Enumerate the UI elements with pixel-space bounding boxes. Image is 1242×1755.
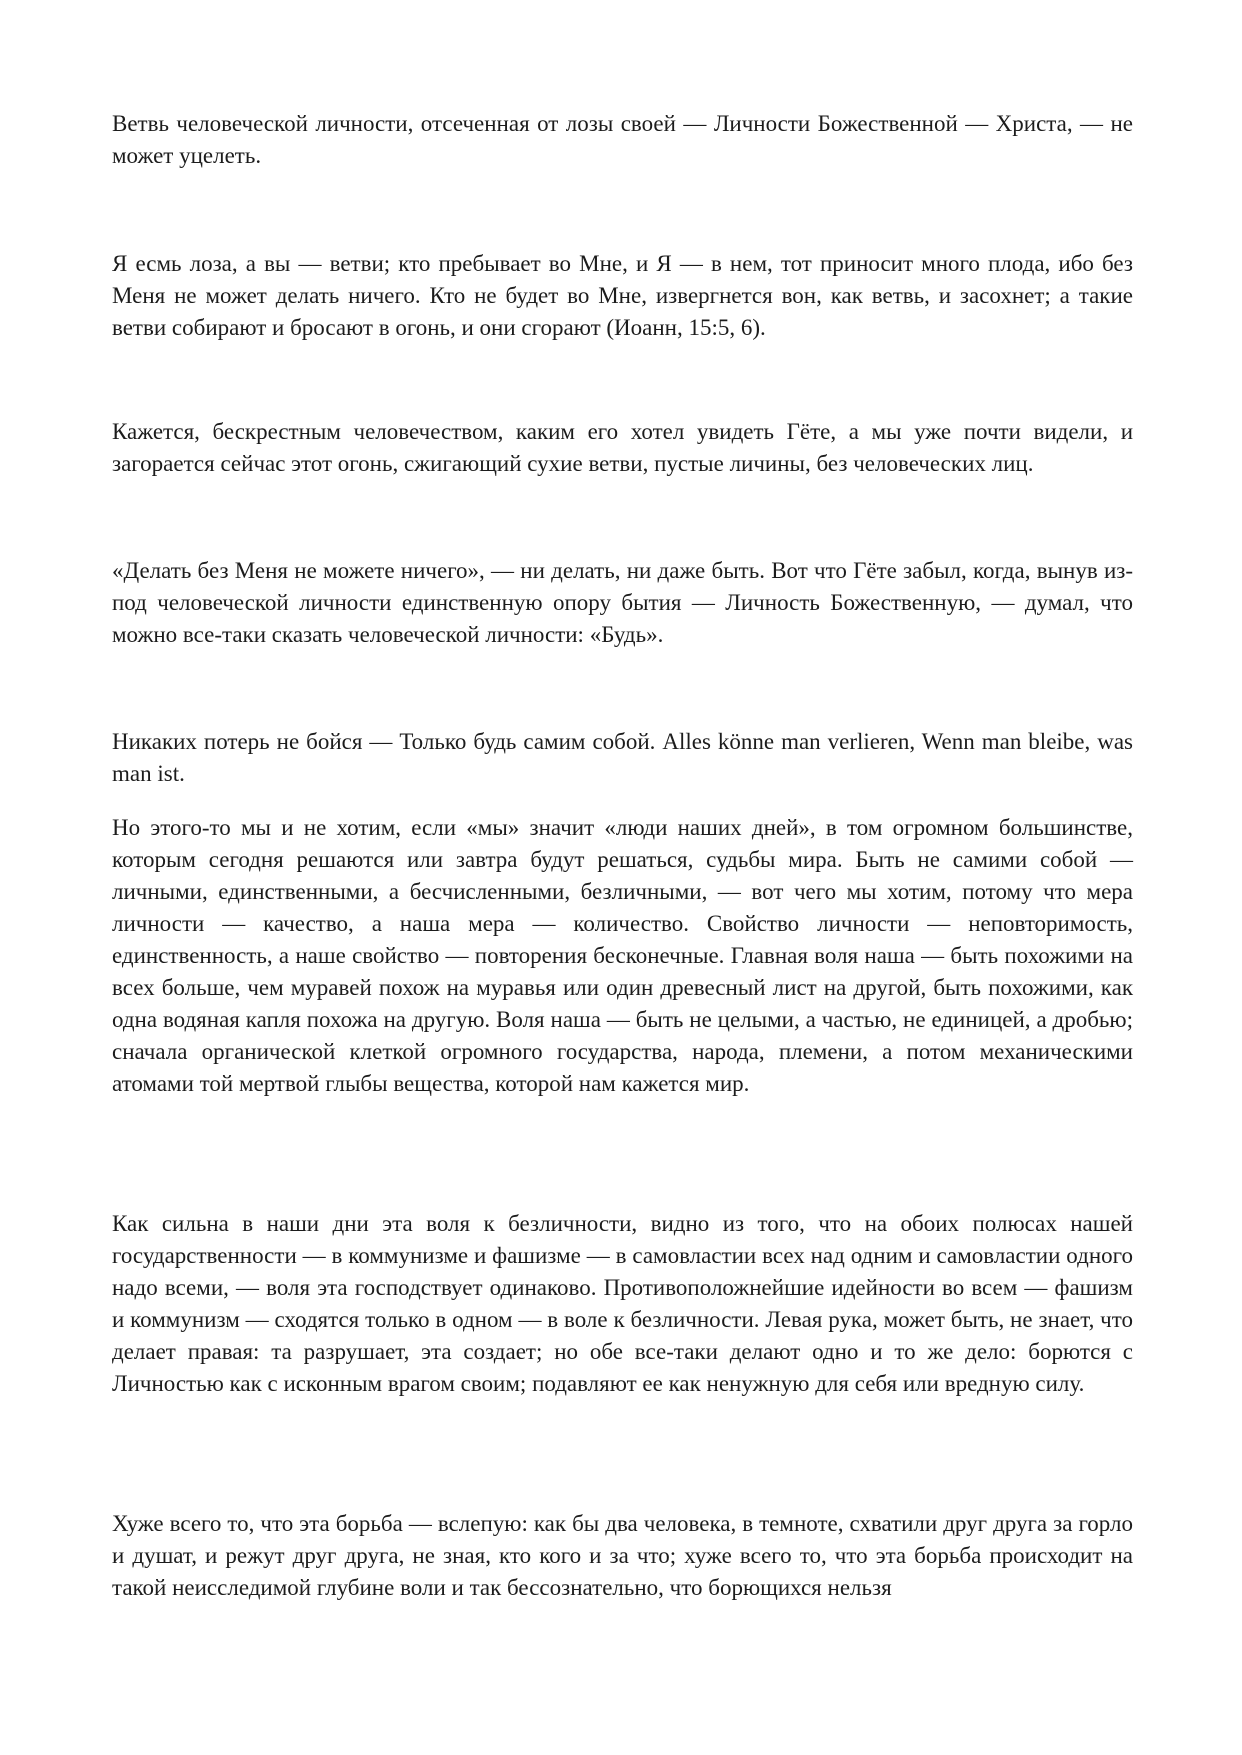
paragraph-5-goethe-quote: Никаких потерь не бойся — Только будь самим собой. Alles könne man verlieren, Wenn man bleibe, was man ist. bbox=[112, 729, 1133, 786]
paragraph-4: «Делать без Меня не можете ничего», — ни делать, ни даже быть. Вот что Гёте забыл, когда, вынув из-под человеческой личности единственную опору бытия — Личность Божественную, — думал, что можно все-таки сказать человеческой личности: «Будь». bbox=[112, 558, 1133, 647]
paragraph-1: Ветвь человеческой личности, отсеченная от лозы своей — Личности Божественной — Христа, — не может уцелеть. bbox=[112, 111, 1133, 168]
paragraph-6: Но этого-то мы и не хотим, если «мы» значит «люди наших дней», в том огромном большинстве, которым сегодня решаются или завтра будут решаться, судьбы мира. Быть не самими собой — личными, единственными, а бесчисленными, безличными, — вот чего мы хотим, потому что мера личности — качество, а наша мера — количество. Свойство личности — неповторимость, единственность, а наше свойство — повторения бесконечные. Главная воля наша — быть похожими на всех больше, чем муравей похож на муравья или один древесный лист на другой, быть похожими, как одна водяная капля похожа на другую. Воля наша — быть не целыми, а частью, не единицей, а дробью; сначала органической клеткой огромного государства, народа, племени, а потом механическими атомами той мертвой глыбы вещества, которой нам кажется мир. bbox=[112, 815, 1133, 1096]
paragraph-2-scripture-quote: Я есмь лоза, а вы — ветви; кто пребывает во Мне, и Я — в нем, тот приносит много плода, ибо без Меня не может делать ничего. Кто не будет во Мне, извергнется вон, как ветвь, и засохнет; а такие ветви собирают и бросают в огонь, и они сгорают (Иоанн, 15:5, 6). bbox=[112, 251, 1133, 340]
paragraph-3: Кажется, бескрестным человечеством, каким его хотел увидеть Гёте, а мы уже почти видели, и загорается сейчас этот огонь, сжигающий сухие ветви, пустые личины, без человеческих лиц. bbox=[112, 419, 1133, 476]
paragraph-8: Хуже всего то, что эта борьба — вслепую: как бы два человека, в темноте, схватили друг друга за горло и душат, и режут друг друга, не зная, кто кого и за что; хуже всего то, что эта борьба происходит на такой неисследимой глубине воли и так бессознательно, что борющихся нельзя bbox=[112, 1511, 1133, 1600]
paragraph-7: Как сильна в наши дни эта воля к безличности, видно из того, что на обоих полюсах нашей государственности — в коммунизме и фашизме — в самовластии всех над одним и самовластии одного надо всеми, — воля эта господствует одинаково. Противоположнейшие идейности во всем — фашизм и коммунизм — сходятся только в одном — в воле к безличности. Левая рука, может быть, не знает, что делает правая: та разрушает, эта создает; но обе все-таки делают одно и то же дело: борются с Личностью как с исконным врагом своим; подавляют ее как ненужную для себя или вредную силу. bbox=[112, 1211, 1133, 1396]
